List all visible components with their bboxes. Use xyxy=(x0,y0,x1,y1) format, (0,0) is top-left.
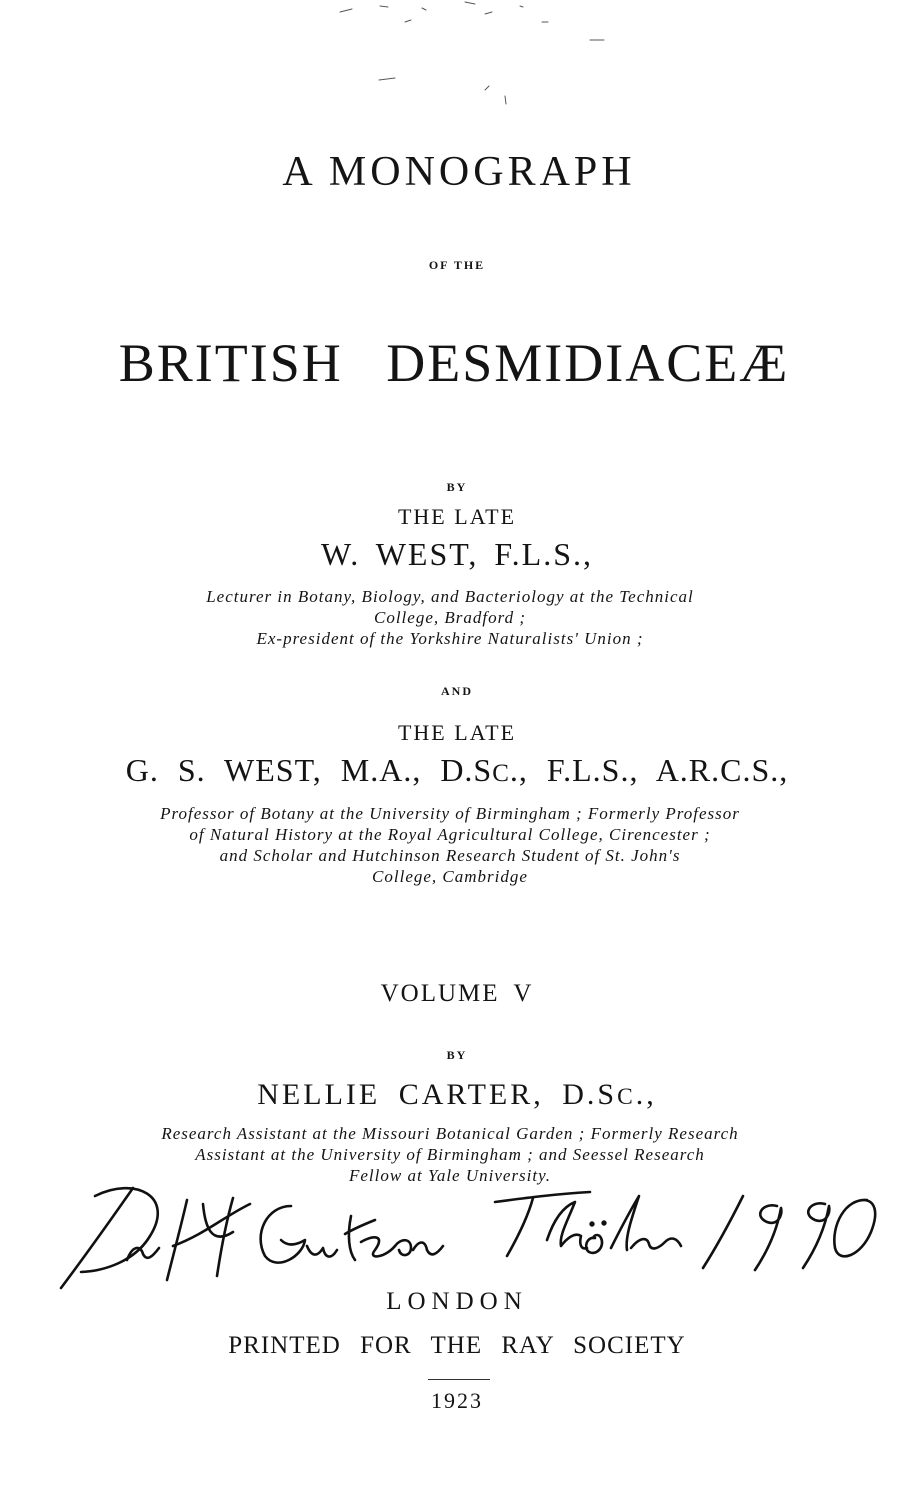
affiliation-line: and Scholar and Hutchinson Research Student of St. John's xyxy=(219,846,681,865)
volume-label: VOLUME V xyxy=(380,980,534,1007)
by-label-1: BY xyxy=(446,480,468,494)
and-label: AND xyxy=(441,684,473,698)
divider-rule xyxy=(428,1379,490,1380)
place-of-publication: LONDON xyxy=(386,1288,528,1315)
affiliation-line: Fellow at Yale University. xyxy=(349,1166,551,1185)
author-1-name: W. WEST, F.L.S., xyxy=(321,536,593,572)
author-3-name-rest: ., xyxy=(635,1078,657,1111)
of-the-label: OF THE xyxy=(428,258,486,272)
the-late-label-2: THE LATE xyxy=(397,720,517,745)
author-3-name-main: NELLIE CARTER, D.S xyxy=(257,1078,618,1111)
author-2-degree-small-cap: C xyxy=(492,760,510,787)
affiliation-line: Assistant at the University of Birmingham ; and Seessel Research xyxy=(195,1145,705,1164)
affiliation-line: Professor of Botany at the University of Birmingham ; Formerly Professor xyxy=(160,804,740,823)
author-2-name xyxy=(0,752,900,789)
author-2-name-main: G. S. WEST, M.A., D.S xyxy=(125,752,493,788)
affiliation-line: College, Bradford ; xyxy=(374,608,526,627)
author-3-name xyxy=(0,1078,900,1112)
title-line-1: A MONOGRAPH xyxy=(282,149,636,195)
title-line-2: BRITISH DESMIDIACEÆ xyxy=(118,333,790,393)
handwritten-signature xyxy=(55,1176,880,1296)
publisher-line: PRINTED FOR THE RAY SOCIETY xyxy=(228,1332,686,1359)
affiliation-line: Lecturer in Botany, Biology, and Bacteriology at the Technical xyxy=(206,587,694,606)
affiliation-line: College, Cambridge xyxy=(372,867,528,886)
author-2-name-rest: ., F.L.S., A.R.C.S., xyxy=(509,752,789,788)
paper-specks xyxy=(280,0,640,110)
by-label-2: BY xyxy=(446,1048,468,1062)
the-late-label-1: THE LATE xyxy=(397,504,517,529)
author-3-degree-small-cap: C xyxy=(617,1084,636,1110)
publication-year: 1923 xyxy=(431,1388,483,1413)
affiliation-line: of Natural History at the Royal Agricultural College, Cirencester ; xyxy=(189,825,711,844)
affiliation-line: Research Assistant at the Missouri Botanical Garden ; Formerly Research xyxy=(161,1124,739,1143)
author-1-affiliation xyxy=(0,586,900,649)
affiliation-line: Ex-president of the Yorkshire Naturalists' Union ; xyxy=(256,629,644,648)
author-2-affiliation xyxy=(0,803,900,887)
